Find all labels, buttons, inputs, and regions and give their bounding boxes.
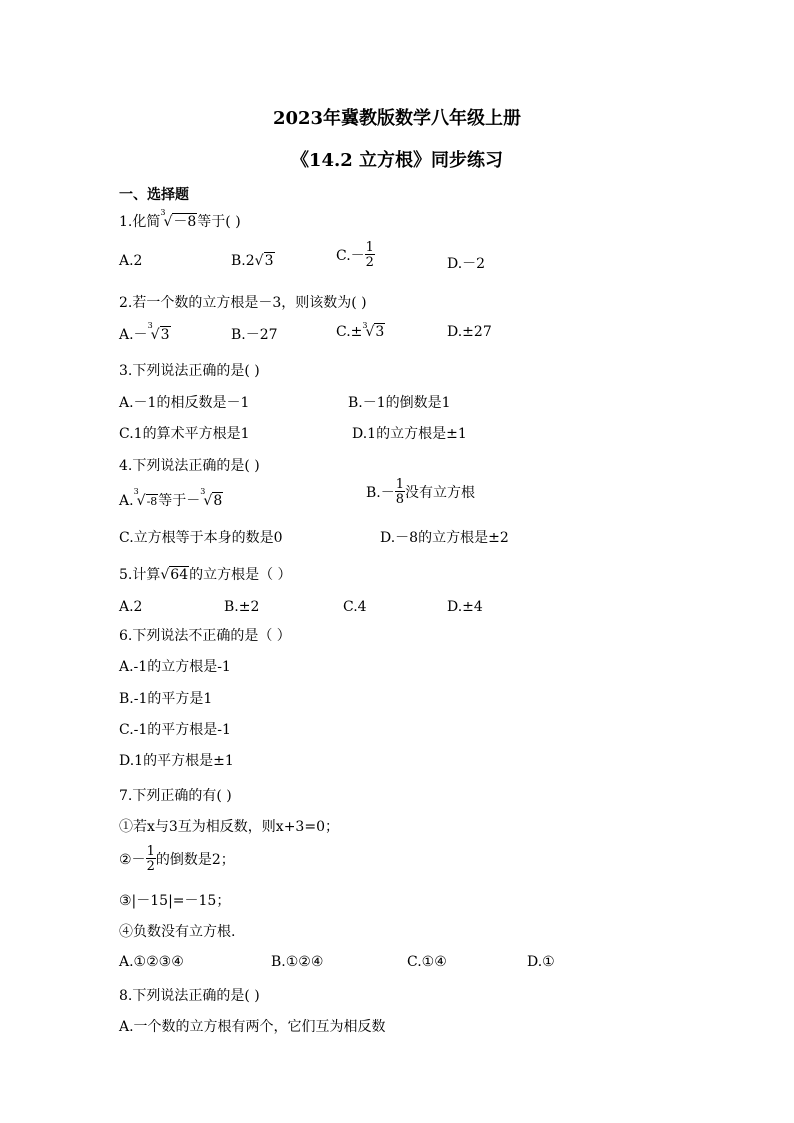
question-7-option-b[interactable]: B.①②④ bbox=[271, 954, 324, 970]
question-1-option-d[interactable]: D.－2 bbox=[447, 256, 486, 272]
question-3-option-b[interactable]: B.－1的倒数是1 bbox=[348, 395, 451, 411]
question-6-option-c[interactable]: C.-1的平方根是-1 bbox=[119, 722, 231, 738]
question-5-option-c[interactable]: C.4 bbox=[343, 599, 367, 615]
question-2-option-a[interactable]: A.－$^3$√3 bbox=[119, 321, 170, 343]
question-3-option-c[interactable]: C.1的算术平方根是1 bbox=[119, 426, 250, 442]
page-subtitle: 《14.2 立方根》同步练习 bbox=[290, 150, 504, 171]
question-7-option-d[interactable]: D.① bbox=[527, 954, 555, 970]
question-4-option-d[interactable]: D.－8的立方根是±2 bbox=[380, 530, 509, 546]
question-8-stem: 8.下列说法正确的是( ) bbox=[119, 988, 260, 1004]
question-3-option-d[interactable]: D.1的立方根是±1 bbox=[352, 426, 467, 442]
question-1-option-a[interactable]: A.2 bbox=[119, 253, 143, 269]
question-1-stem: 1.化简$^3$√－8等于( ) bbox=[119, 208, 241, 230]
fraction: $\frac{1}{2}$ bbox=[365, 240, 374, 270]
question-6-option-d[interactable]: D.1的平方根是±1 bbox=[119, 753, 234, 769]
question-4-option-a[interactable]: A.$^3$√-8等于－$^3$√8 bbox=[119, 487, 223, 509]
question-6-option-b[interactable]: B.-1的平方是1 bbox=[119, 691, 213, 707]
question-2-stem: 2.若一个数的立方根是－3，则该数为( ) bbox=[119, 295, 367, 311]
question-4-option-c[interactable]: C.立方根等于本身的数是0 bbox=[119, 530, 283, 546]
question-6-stem: 6.下列说法不正确的是（ ） bbox=[119, 628, 291, 644]
section-heading: 一、选择题 bbox=[119, 187, 189, 203]
question-7-statement-3: ③|－15|=－15； bbox=[119, 893, 231, 909]
question-5-option-d[interactable]: D.±4 bbox=[447, 599, 483, 615]
question-7-statement-4: ④负数没有立方根. bbox=[119, 924, 236, 940]
question-4-option-b[interactable]: B.－ $\frac{1}{8}$ 没有立方根 bbox=[366, 477, 476, 507]
question-7-option-c[interactable]: C.①④ bbox=[407, 954, 447, 970]
question-7-option-a[interactable]: A.①②③④ bbox=[119, 954, 184, 970]
question-4-stem: 4.下列说法正确的是( ) bbox=[119, 458, 260, 474]
fraction: $\frac{1}{8}$ bbox=[395, 477, 405, 507]
question-5-stem: 5.计算√64的立方根是（ ） bbox=[119, 567, 292, 583]
question-1-option-c[interactable]: C.－ $\frac{1}{2}$ bbox=[336, 240, 374, 270]
question-3-stem: 3.下列说法正确的是( ) bbox=[119, 363, 260, 379]
question-7-statement-1: ①若x与3互为相反数，则x+3=0； bbox=[119, 819, 339, 835]
question-8-option-a[interactable]: A.一个数的立方根有两个，它们互为相反数 bbox=[119, 1019, 386, 1035]
question-2-option-c[interactable]: C.±$^3$√3 bbox=[336, 321, 385, 340]
question-5-option-b[interactable]: B.±2 bbox=[224, 599, 260, 615]
question-2-option-d[interactable]: D.±27 bbox=[447, 324, 492, 340]
fraction: $\frac{1}{2}$ bbox=[146, 844, 155, 874]
question-6-option-a[interactable]: A.-1的立方根是-1 bbox=[119, 659, 231, 675]
question-3-option-a[interactable]: A.－1的相反数是－1 bbox=[119, 395, 250, 411]
question-7-statement-2: ②－ $\frac{1}{2}$ 的倒数是2； bbox=[119, 844, 235, 874]
page-title: 2023年冀教版数学八年级上册 bbox=[272, 108, 522, 129]
question-1-option-b[interactable]: B.2√3 bbox=[231, 253, 274, 269]
question-5-option-a[interactable]: A.2 bbox=[119, 599, 143, 615]
question-2-option-b[interactable]: B.－27 bbox=[231, 327, 278, 343]
question-7-stem: 7.下列正确的有( ) bbox=[119, 788, 232, 804]
